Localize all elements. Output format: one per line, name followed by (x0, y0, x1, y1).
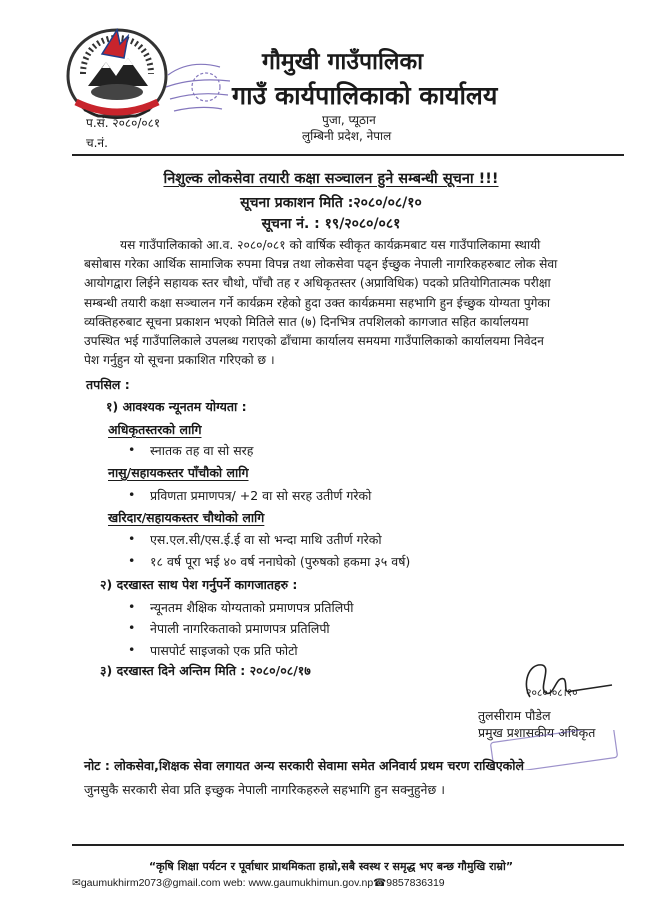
note-line: नोट : लोकसेवा,शिक्षक सेवा लगायत अन्य सरकारी सेवामा समेत अनिवार्य प्रथम चरण राखिएकोले (84, 758, 524, 773)
assistant-fifth-label: नासु/सहायकस्तर पाँचौको लागि (108, 465, 249, 480)
list-item: • न्यूनतम शैक्षिक योग्यताको प्रमाणपत्र प्रतिलिपी (150, 599, 354, 616)
address-line-1: पुजा, प्यूठान (322, 113, 376, 127)
body-line: बसोबास गरेका आर्थिक सामाजिक रुपमा विपन्न तथा लोकसेवा पढ्न ईच्छुक नेपाली नागरिकहरुबाट लोक सेवा (84, 257, 558, 272)
office-seal-icon (160, 55, 236, 119)
signatory-title: प्रमुख प्रशासकीय अधिकृत (478, 725, 596, 740)
envelope-icon: ✉ (72, 877, 81, 889)
signature-date: २०८०।०८।१० (526, 687, 578, 699)
list-item: • पासपोर्ट साइजको एक प्रति फोटो (150, 642, 298, 659)
notice-title: निशुल्क लोकसेवा तयारी कक्षा सञ्चालन हुने सम्बन्धी सूचना !!! (163, 171, 499, 187)
section-2-heading: २) दरखास्त साथ पेश गर्नुपर्ने कागजातहरु : (100, 577, 298, 592)
body-line: उपस्थित भई गाउँपालिकाले उपलब्ध गराएको ढाँचामा कार्यालय समयमा गाउँपालिकाको कार्यालयमा निवेदन (84, 334, 544, 349)
list-item: • एस.एल.सी/एस.ई.ई वा सो भन्दा माथि उतीर्ण गरेको (150, 531, 382, 548)
section-1-heading: १) आवश्यक न्यूनतम योग्यता : (106, 399, 247, 414)
note-line: जुनसुकै सरकारी सेवा प्रति इच्छुक नेपाली नागरिकहरुले सहभागि हुन सक्नुहुनेछ । (84, 782, 445, 797)
address-line-2: लुम्बिनी प्रदेश, नेपाल (302, 129, 392, 143)
notice-number: सूचना नं. : १९/२०८०/०८१ (261, 216, 401, 232)
footer-divider (72, 844, 624, 846)
footer-slogan: “कृषि शिक्षा पर्यटन र पूर्वाधार प्राथमिकता हाम्रो,सबै स्वस्थ र समृद्ध भए बन्छ गौमुखि राम्रो” (148, 860, 514, 873)
municipality-name: गौमुखी गाउँपालिका (262, 49, 424, 75)
office-name: गाउँ कार्यपालिकाको कार्यालय (232, 81, 498, 110)
dispatch-number: च.नं. (86, 136, 108, 150)
body-line: सम्बन्धी तयारी कक्षा सञ्चालन गर्ने कार्यक्रम रहेको हुदा उक्त कार्यक्रममा सहभागि हुन ईच्छुक योग्यता पुगेका (84, 295, 551, 310)
body-line: यस गाउँपालिकाको आ.व. २०८०/०८१ को वार्षिक स्वीकृत कार्यक्रमबाट यस गाउँपालिकामा स्थायी (120, 238, 541, 252)
contact-text: gaumukhirm2073@gmail.com web: www.gaumukhimun.gov.np☎9857836319 (80, 877, 445, 889)
details-label: तपसिल : (86, 377, 130, 392)
section-3-heading: ३) दरखास्त दिने अन्तिम मिति : २०८०/०८/१७ (100, 663, 311, 678)
list-item: • स्नातक तह वा सो सरह (150, 442, 253, 459)
body-line: आयोगद्वारा लिईने सहायक स्तर चौथो, पाँचौ तह र अधिकृतस्तर (अप्राविधिक) पदको प्रतियोगितात्मक परीक्षा (84, 276, 551, 291)
assistant-fourth-label: खरिदार/सहायकस्तर चौथोको लागि (108, 510, 265, 525)
body-line: पेश गर्नुहुन यो सूचना प्रकाशित गरिएको छ । (84, 353, 275, 368)
publish-date: सूचना प्रकाशन मिति :२०८०/०८/१० (240, 195, 422, 211)
officer-level-label: अधिकृतस्तरको लागि (108, 422, 202, 437)
note (84, 754, 624, 802)
body-line: व्यक्तिहरुबाट सूचना प्रकाशन भएको मितिले सात (७) दिनभित्र तपशिलको कागजात सहित कार्यालयमा (84, 314, 529, 329)
header-divider (72, 154, 624, 156)
notice-body (84, 236, 612, 370)
nepal-emblem-icon (58, 24, 176, 124)
list-item: • १८ वर्ष पूरा भई ४० वर्ष ननाघेको (पुरुषको हकमा ३५ वर्ष) (150, 553, 410, 570)
reference-number: प.सं. २०८०/०८१ (86, 116, 161, 130)
footer-contact (72, 877, 445, 889)
signatory-name: तुलसीराम पौडेल (478, 708, 551, 723)
list-item: • नेपाली नागरिकताको प्रमाणपत्र प्रतिलिपी (150, 620, 330, 637)
list-item: • प्रविणता प्रमाणपत्र/ +2 वा सो सरह उतीर्ण गरेको (150, 487, 371, 504)
